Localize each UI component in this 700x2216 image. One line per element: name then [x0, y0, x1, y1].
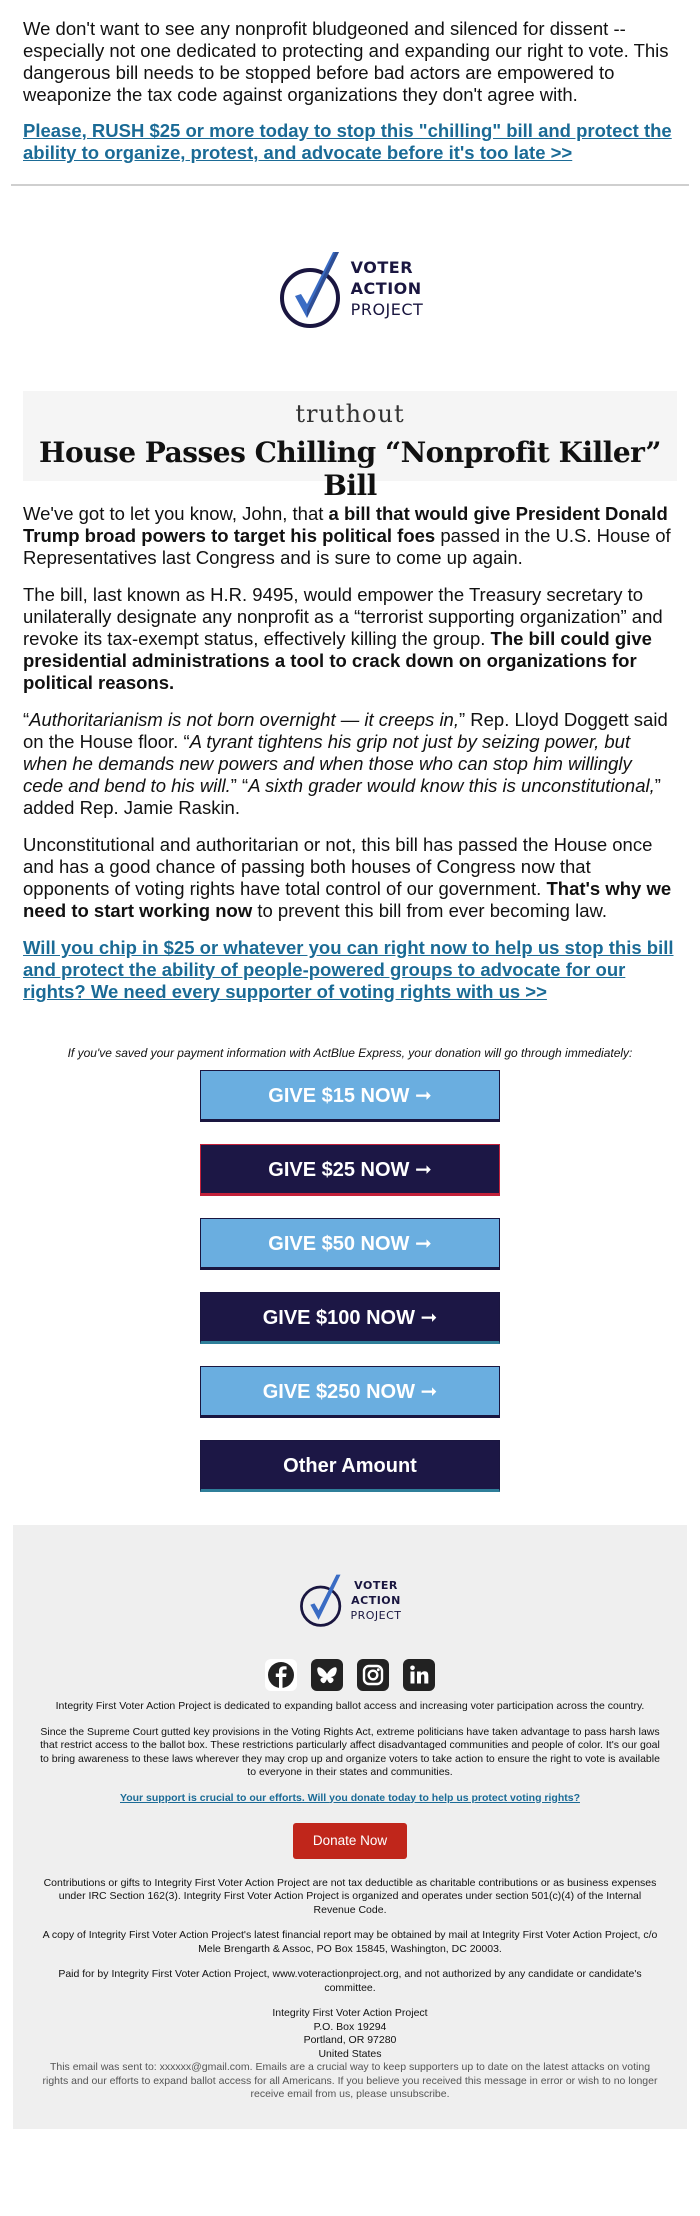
- give-50-button[interactable]: GIVE $50 NOW ➞: [200, 1218, 500, 1270]
- social-links: [37, 1658, 663, 1692]
- article-headline: House Passes Chilling “Nonprofit Killer” Bill: [38, 436, 662, 502]
- p4-bold: That's why we need to start working now: [23, 878, 672, 921]
- logo-line-2: ACTION: [350, 279, 422, 298]
- p3-text-1: ” Rep. Lloyd Doggett said on the House floor. “: [23, 709, 668, 752]
- linkedin-icon[interactable]: [402, 1658, 436, 1692]
- checkmark-circle-icon: [277, 246, 347, 332]
- instagram-icon[interactable]: [356, 1658, 390, 1692]
- give-100-button[interactable]: GIVE $100 NOW ➞: [200, 1292, 500, 1344]
- give-15-button[interactable]: GIVE $15 NOW ➞: [200, 1070, 500, 1122]
- p2-text-a: The bill, last known as H.R. 9495, would empower the Treasury secretary to unilaterally designate any nonprofit as a “terrorist supporting organization” and revoke its tax-exempt status, effectively killing the group.: [23, 584, 663, 649]
- p3-quote-2: A tyrant tightens his grip not just by seizing power, but when he demands new powers and when those who can stop him willingly cede and bend to his will.: [23, 731, 632, 796]
- address-line-1: Integrity First Voter Action Project: [272, 2007, 428, 2019]
- address-line-3: Portland, OR 97280: [303, 2034, 397, 2046]
- p3-open-quote: “: [23, 709, 30, 730]
- address-line-2: P.O. Box 19294: [313, 2020, 387, 2033]
- bluesky-icon[interactable]: [310, 1658, 344, 1692]
- logo-line-3: PROJECT: [350, 300, 424, 319]
- article-paragraph-4: [23, 834, 677, 922]
- voter-action-project-logo[interactable]: [277, 246, 424, 332]
- donate-now-button[interactable]: Donate Now: [293, 1823, 407, 1859]
- p3-text-2: ” “: [230, 775, 249, 796]
- article-section: [0, 503, 700, 1003]
- article-hero-image[interactable]: [23, 391, 677, 502]
- donation-buttons: [0, 1070, 700, 1492]
- logo-wordmark: [351, 257, 424, 320]
- support-donate-link[interactable]: Your support is crucial to our efforts. Will you donate today to help us protect voting rights?: [120, 1791, 580, 1804]
- footer-logo-line-1: VOTER: [354, 1578, 398, 1592]
- mailing-address: [37, 2007, 663, 2061]
- p1-bold: a bill that would give President Donald Trump broad powers to target his political foes: [23, 503, 668, 546]
- intro-paragraph: We don't want to see any nonprofit bludgeoned and silenced for dissent -- especially not one dedicated to protecting and expanding our right to vote. This dangerous bill needs to be stopped before bad actors are empowered to weaponize the tax code against organizations they don't agree with.: [23, 18, 669, 105]
- give-250-button[interactable]: GIVE $250 NOW ➞: [200, 1366, 500, 1418]
- article-paragraph-3: [23, 709, 677, 819]
- p2-bold: The bill could give presidential administrations a tool to crack down on organizations for political reasons.: [23, 628, 652, 693]
- p4-text-a: Unconstitutional and authoritarian or not, this bill has passed the House once and has a good chance of passing both houses of Congress now that opponents of voting rights have total control of our government.: [23, 834, 653, 899]
- article-paragraph-1: [23, 503, 677, 569]
- p3-quote-1: Authoritarianism is not born overnight — it creeps in,: [29, 709, 459, 730]
- logo-line-1: VOTER: [350, 258, 414, 277]
- footer-logo-wordmark: [350, 1578, 401, 1623]
- footer-checkmark-circle-icon: [298, 1570, 346, 1630]
- facebook-icon[interactable]: [264, 1658, 298, 1692]
- intro-section: [0, 0, 700, 164]
- unsubscribe-notice: This email was sent to: xxxxxx@gmail.com. Emails are a crucial way to keep supporters up to date on the latest attacks on voting rights and our efforts to expand ballot access for all Americans. If you believe you received this message in error or wish to no longer receive email from us, please unsubscribe.: [42, 2061, 658, 2100]
- other-amount-button[interactable]: Other Amount: [200, 1440, 500, 1492]
- p4-text-c: to prevent this bill from ever becoming law.: [252, 900, 607, 921]
- p1-text-a: We've got to let you know, John, that: [23, 503, 329, 524]
- footer: [13, 1525, 687, 2129]
- truthout-brand: truthout: [295, 400, 405, 428]
- give-25-button[interactable]: GIVE $25 NOW ➞: [200, 1144, 500, 1196]
- footer-logo-line-3: PROJECT: [350, 1608, 402, 1622]
- chip-in-25-link[interactable]: Will you chip in $25 or whatever you can right now to help us stop this bill and protect the ability of people-powered groups to advocate for our rights? We need every supporter of voting rights with us >>: [23, 937, 674, 1002]
- paid-for-disclaimer: Paid for by Integrity First Voter Action Project, www.voteractionproject.org, and not authorized by any candidate or candidate's committee.: [58, 1968, 642, 1994]
- donate-now-wrapper: [37, 1817, 663, 1877]
- address-line-4: United States: [318, 2047, 382, 2060]
- header-logo-area: [0, 186, 700, 391]
- footer-logo-line-2: ACTION: [351, 1593, 401, 1607]
- article-paragraph-2: [23, 584, 677, 694]
- p3-quote-3: A sixth grader would know this is unconstitutional,: [248, 775, 655, 796]
- mission-statement: Integrity First Voter Action Project is dedicated to expanding ballot access and increasing voter participation across the country.: [55, 1700, 645, 1712]
- intro-cta: [23, 120, 677, 164]
- article-cta: [23, 937, 677, 1003]
- p1-text-c: passed in the U.S. House of Representatives last Congress and is sure to come up again.: [23, 525, 671, 568]
- p3-text-3: ” added Rep. Jamie Raskin.: [23, 775, 661, 818]
- actblue-note: If you've saved your payment information with ActBlue Express, your donation will go through immediately:: [67, 1046, 633, 1060]
- footer-logo[interactable]: [37, 1570, 663, 1630]
- support-paragraph: [37, 1792, 663, 1806]
- tax-disclaimer: Contributions or gifts to Integrity First Voter Action Project are not tax deductible as charitable contributions or as business expenses under IRC Section 162(3). Integrity First Voter Action Project is organized and operates under section 501(c)(4) of the Internal Revenue Code.: [43, 1876, 657, 1916]
- rush-25-link[interactable]: Please, RUSH $25 or more today to stop this "chilling" bill and protect the ability to organize, protest, and advocate before it's too late >>: [23, 120, 672, 163]
- financial-report-notice: A copy of Integrity First Voter Action Project's latest financial report may be obtained by mail at Integrity First Voter Action Project, c/o Mele Brengarth & Assoc, PO Box 15845, Washington, DC 20003.: [42, 1929, 658, 1955]
- voting-rights-context: Since the Supreme Court gutted key provisions in the Voting Rights Act, extreme politicians have taken advantage to pass harsh laws that restrict access to the ballot box. These restrictions particularly affect disadvantaged communities and people of color. It's our goal to bring awareness to these laws wherever they may crop up and organize voters to take action to ensure the right to vote is available to everyone in their states and communities.: [40, 1725, 660, 1778]
